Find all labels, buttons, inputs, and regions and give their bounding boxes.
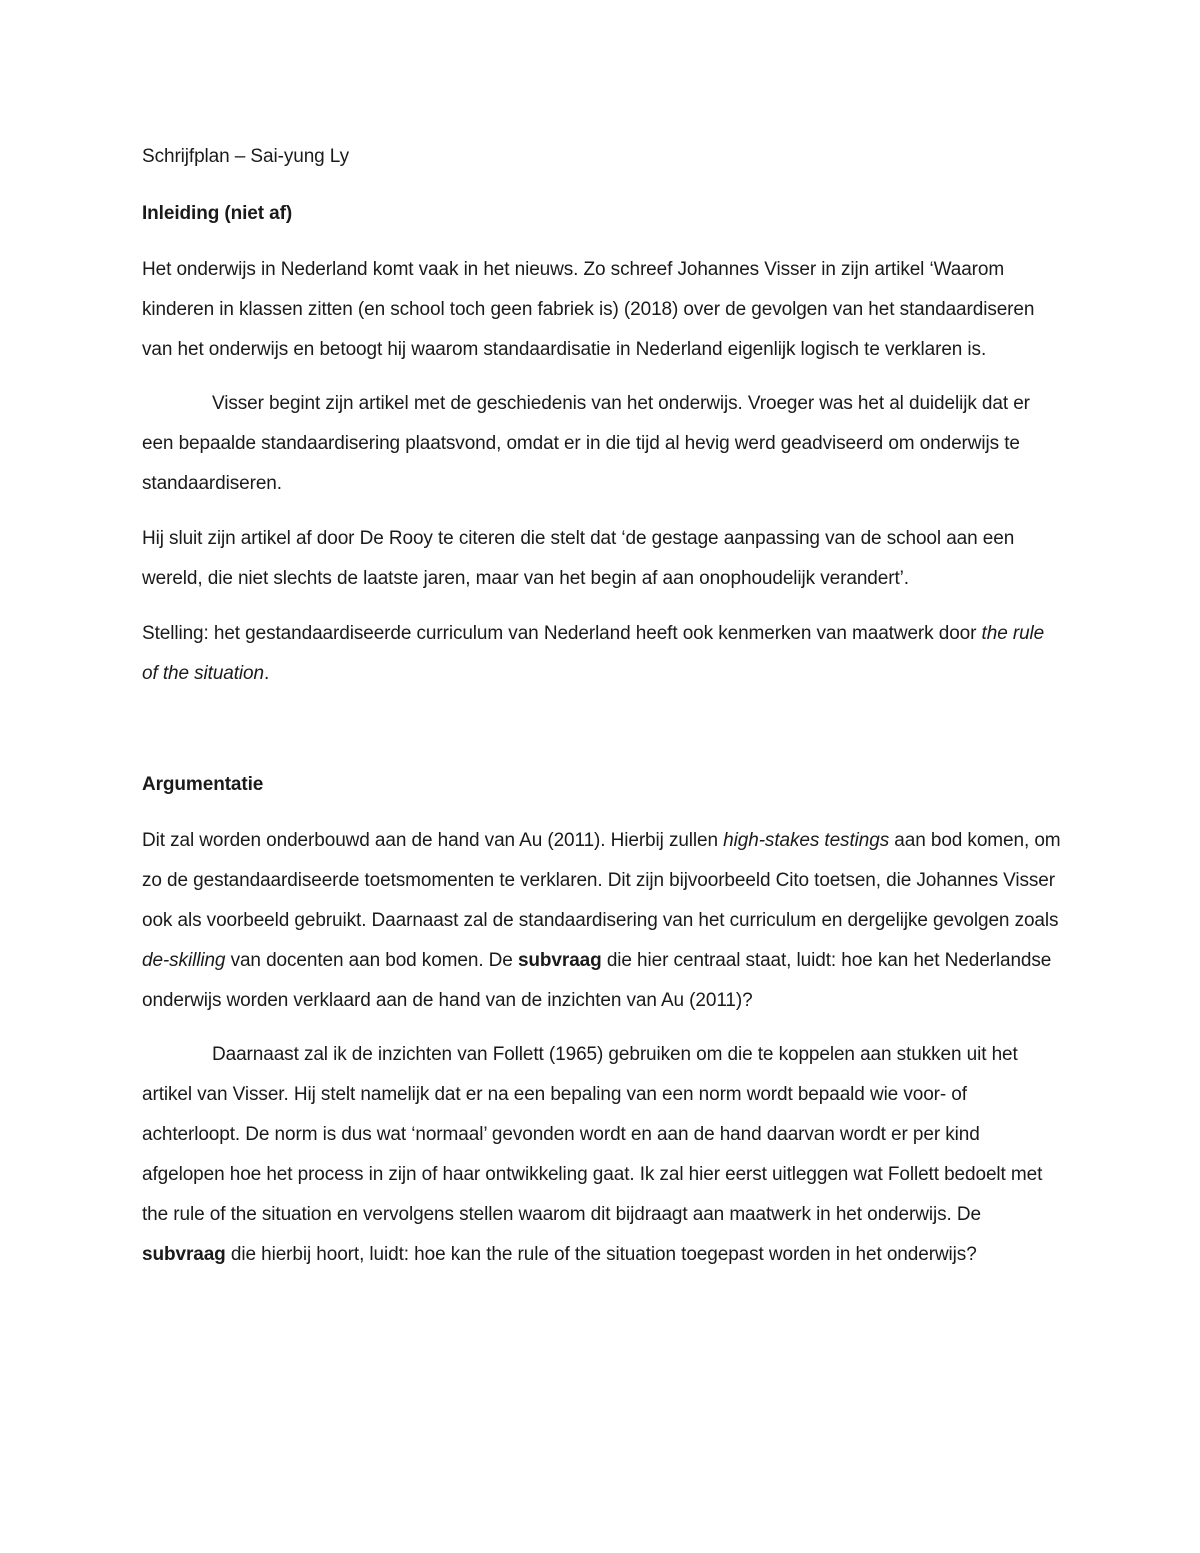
paragraph-history: Visser begint zijn artikel met de geschiedenis van het onderwijs. Vroeger was het al duidelijk dat er een bepaalde standaardisering plaatsvond, omdat er in die tijd al hevig werd geadviseerd om onderwijs te standaardiseren. bbox=[142, 393, 1030, 494]
thesis-text: Stelling: het gestandaardiseerde curriculum van Nederland heeft ook kenmerken van maatwerk door bbox=[142, 623, 982, 644]
follett-text-2: die hierbij hoort, luidt: hoe kan the rule of the situation toegepast worden in het onderwijs? bbox=[225, 1244, 977, 1265]
au-bold-subvraag: subvraag bbox=[517, 950, 602, 971]
document-title: Schrijfplan – Sai-yung Ly bbox=[142, 146, 349, 167]
follett-text-1: Daarnaast zal ik de inzichten van Follett (1965) gebruiken om die te koppelen aan stukken uit het artikel van Visser. Hij stelt namelijk dat er na een bepaling van een norm wordt bepaald wie voor- of achterloopt. De norm is dus wat ‘normaal’ gevonden wordt en aan de hand daarvan wordt er per kind afgelopen hoe het process in zijn of haar ontwikkeling gaat. Ik zal hier eerst uitleggen wat Follett bedoelt met the rule of the situation en vervolgens stellen waarom dit bijdraagt aan maatwerk in het onderwijs. De bbox=[142, 1044, 1043, 1225]
au-text-3: van docenten aan bod komen. De bbox=[225, 950, 518, 971]
section-heading-inleiding: Inleiding (niet af) bbox=[142, 203, 293, 224]
paragraph-follett bbox=[142, 1035, 1062, 1275]
au-italic-de-skilling: de-skilling bbox=[142, 950, 226, 971]
paragraph-intro: Het onderwijs in Nederland komt vaak in het nieuws. Zo schreef Johannes Visser in zijn artikel ‘Waarom kinderen in klassen zitten (en school toch geen fabriek is) (2018) over de gevolgen van het standaardiseren van het onderwijs en betoogt hij waarom standaardisatie in Nederland eigenlijk logisch te verklaren is. bbox=[142, 259, 1035, 360]
follett-bold-subvraag: subvraag bbox=[142, 1244, 226, 1265]
section-heading-argumentatie: Argumentatie bbox=[142, 774, 264, 795]
paragraph-conclusion-quote: Hij sluit zijn artikel af door De Rooy te citeren die stelt dat ‘de gestage aanpassing van de school aan een wereld, die niet slechts de laatste jaren, maar van het begin af aan onophoudelijk verandert’. bbox=[142, 528, 1015, 589]
au-text-2: aan bod komen, om zo de gestandaardiseerde toetsmomenten te verklaren. Dit zijn bijvoorbeeld Cito toetsen, die Johannes Visser ook als voorbeeld gebruikt. Daarnaast zal de standaardisering van het curriculum en dergelijke gevolgen zoals bbox=[142, 830, 1061, 931]
thesis-italic-term: the rule of the situation bbox=[142, 623, 1045, 684]
au-italic-high-stakes: high-stakes testings bbox=[723, 830, 890, 851]
thesis-end: . bbox=[263, 663, 270, 684]
au-text-4: die hier centraal staat, luidt: hoe kan het Nederlandse onderwijs worden verklaard aan de hand van de inzichten van Au (2011)? bbox=[142, 950, 1052, 1011]
paragraph-au bbox=[142, 821, 1062, 1021]
au-text-1: Dit zal worden onderbouwd aan de hand van Au (2011). Hierbij zullen bbox=[142, 830, 724, 851]
document-body bbox=[142, 141, 1062, 1275]
paragraph-thesis bbox=[142, 614, 1062, 694]
